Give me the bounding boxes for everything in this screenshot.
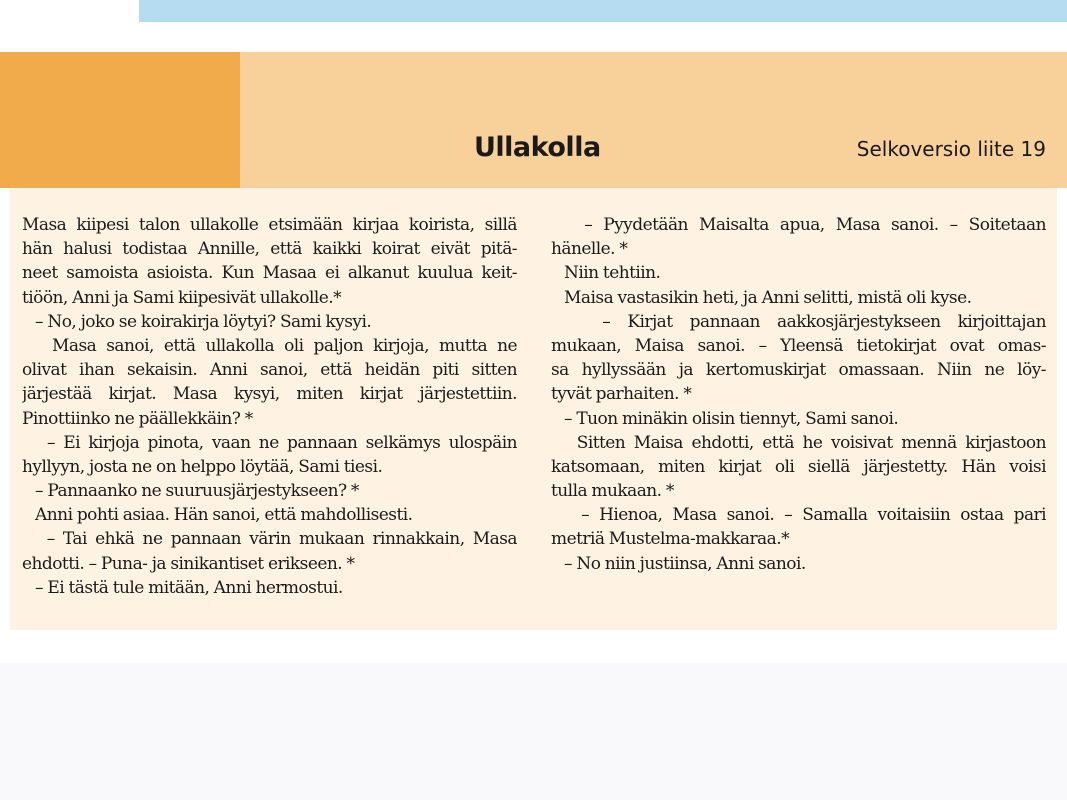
story-column-right [551,213,1046,576]
story-line: – Tuon minäkin olisin tiennyt, Sami sanoi. [551,408,899,429]
story-line: – Pannaanko ne suuruusjärjestykseen? * [22,481,359,502]
story-line: Anni pohti asiaa. Hän sanoi, että mahdollisesti. [22,505,413,526]
story-line: tulla mukaan. * [551,481,674,502]
story-line: sa hyllyssään ja kertomuskirjat omassaan. Niin ne löy- [551,360,1046,381]
story-line: Masa kiipesi talon ullakolle etsimään kirjaa koirista, sillä [22,215,517,235]
story-line: mukaan, Maisa sanoi. – Yleensä tietokirjat ovat omas- [551,335,1046,356]
story-line: metriä Mustelma-makkaraa.* [551,529,790,550]
story-line: – Hienoa, Masa sanoi. – Samalla voitaisiin ostaa pari [551,505,1046,526]
story-column-left [22,213,517,600]
story-line: Masa sanoi, että ullakolla oli paljon kirjoja, mutta ne [22,335,517,356]
story-line: ehdotti. – Puna- ja sinikantiset erikseen. * [22,553,355,574]
story-line: – No, joko se koirakirja löytyi? Sami kysyi. [22,311,372,332]
header-band [240,52,1067,188]
story-line: – Tai ehkä ne pannaan värin mukaan rinnakkain, Masa [22,529,517,550]
story-line: hänelle. * [551,239,628,260]
story-line: – Kirjat pannaan aakkosjärjestykseen kirjoittajan [551,311,1046,332]
story-line: tyvät parhaiten. * [551,384,692,405]
appendix-label: Selkoversio liite 19 [856,137,1046,161]
page-header [0,52,1067,188]
story-line: Maisa vastasikin heti, ja Anni selitti, mistä oli kyse. [551,287,972,308]
story-line: Sitten Maisa ehdotti, että he voisivat mennä kirjastoon [551,432,1046,453]
story-line: – No niin justiinsa, Anni sanoi. [551,553,806,574]
story-line: olivat ihan sekaisin. Anni sanoi, että heidän piti sitten [22,360,517,381]
story-line: hän halusi todistaa Annille, että kaikki koirat eivät pitä- [22,239,517,260]
story-line: tiöön, Anni ja Sami kiipesivät ullakolle.* [22,287,342,308]
header-accent-block [0,52,240,188]
story-line: järjestää kirjat. Masa kysyi, miten kirjat järjestettiin. [22,384,517,405]
story-line: katsomaan, miten kirjat oli siellä järjestetty. Hän voisi [551,456,1046,477]
top-decorative-strip [139,0,1067,22]
page-title: Ullakolla [474,132,601,163]
story-line: Pinottiinko ne päällekkäin? * [22,408,253,429]
bottom-blank-area [0,663,1067,800]
story-line: neet samoista asioista. Kun Masaa ei alkanut kuulua keit- [22,263,517,284]
story-line: hyllyyn, josta ne on helppo löytää, Sami tiesi. [22,456,383,477]
story-line: Niin tehtiin. [551,263,661,284]
story-line: – Ei tästä tule mitään, Anni hermostui. [22,577,343,598]
story-line: – Ei kirjoja pinota, vaan ne pannaan selkämys ulospäin [22,432,517,453]
story-content [10,188,1057,630]
story-line: – Pyydetään Maisalta apua, Masa sanoi. – Soitetaan [551,215,1046,235]
